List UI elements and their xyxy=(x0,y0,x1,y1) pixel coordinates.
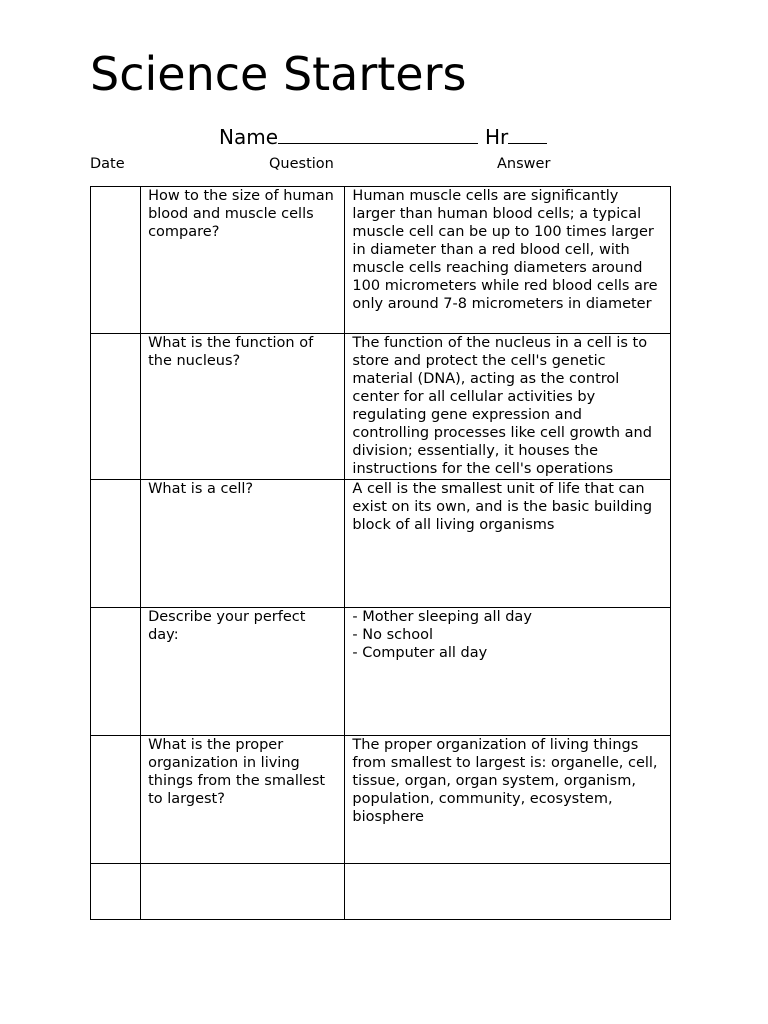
question-cell xyxy=(141,334,345,480)
hour-blank[interactable] xyxy=(508,125,547,144)
answer-text: The function of the nucleus in a cell is to store and protect the cell's genetic material (DNA), acting as the control center for all cellular activities by regulating gene expression and controlling processes like cell growth and division; essentially, it houses the instructions for the cell's operations xyxy=(352,335,652,477)
question-text: What is the proper organization in living things from the smallest to largest? xyxy=(148,737,326,807)
hour-label: Hr xyxy=(485,125,509,149)
table-row xyxy=(91,736,671,864)
answer-column-header: Answer xyxy=(497,156,551,172)
name-blank[interactable] xyxy=(278,125,478,144)
answer-cell[interactable] xyxy=(345,334,671,480)
answer-cell[interactable] xyxy=(345,608,671,736)
date-cell[interactable] xyxy=(91,480,141,608)
table-row xyxy=(91,864,671,920)
question-text: What is the function of the nucleus? xyxy=(148,335,314,369)
answer-cell[interactable] xyxy=(345,480,671,608)
answer-cell[interactable] xyxy=(345,187,671,334)
date-cell[interactable] xyxy=(91,736,141,864)
question-cell[interactable] xyxy=(141,864,345,920)
question-cell xyxy=(141,608,345,736)
answer-text: - Mother sleeping all day - No school - Computer all day xyxy=(352,609,532,661)
answer-text: The proper organization of living things from smallest to largest is: organelle, cell, tissue, organ, organ system, organism, population, community, ecosystem, biosphere xyxy=(352,737,658,825)
table-row xyxy=(91,334,671,480)
question-text: How to the size of human blood and muscle cells compare? xyxy=(148,188,334,240)
answer-text: A cell is the smallest unit of life that can exist on its own, and is the basic building block of all living organisms xyxy=(352,481,653,533)
science-starters-table xyxy=(90,186,671,920)
date-column-header: Date xyxy=(90,156,125,172)
question-text: Describe your perfect day: xyxy=(148,609,306,643)
answer-cell[interactable] xyxy=(345,864,671,920)
name-hour-line xyxy=(219,124,547,150)
question-column-header: Question xyxy=(269,156,334,172)
date-cell[interactable] xyxy=(91,334,141,480)
answer-text: Human muscle cells are significantly larger than human blood cells; a typical muscle cell can be up to 100 times larger in diameter than a red blood cell, with muscle cells reaching diameters around 100 micrometers while red blood cells are only around 7-8 micrometers in diameter xyxy=(352,188,658,312)
table-row xyxy=(91,187,671,334)
question-cell xyxy=(141,480,345,608)
question-cell xyxy=(141,736,345,864)
table-row xyxy=(91,480,671,608)
name-label: Name xyxy=(219,125,279,149)
question-text: What is a cell? xyxy=(148,481,254,497)
page-title: Science Starters xyxy=(90,47,467,101)
question-cell xyxy=(141,187,345,334)
answer-cell[interactable] xyxy=(345,736,671,864)
date-cell[interactable] xyxy=(91,864,141,920)
table-row xyxy=(91,608,671,736)
date-cell[interactable] xyxy=(91,608,141,736)
date-cell[interactable] xyxy=(91,187,141,334)
